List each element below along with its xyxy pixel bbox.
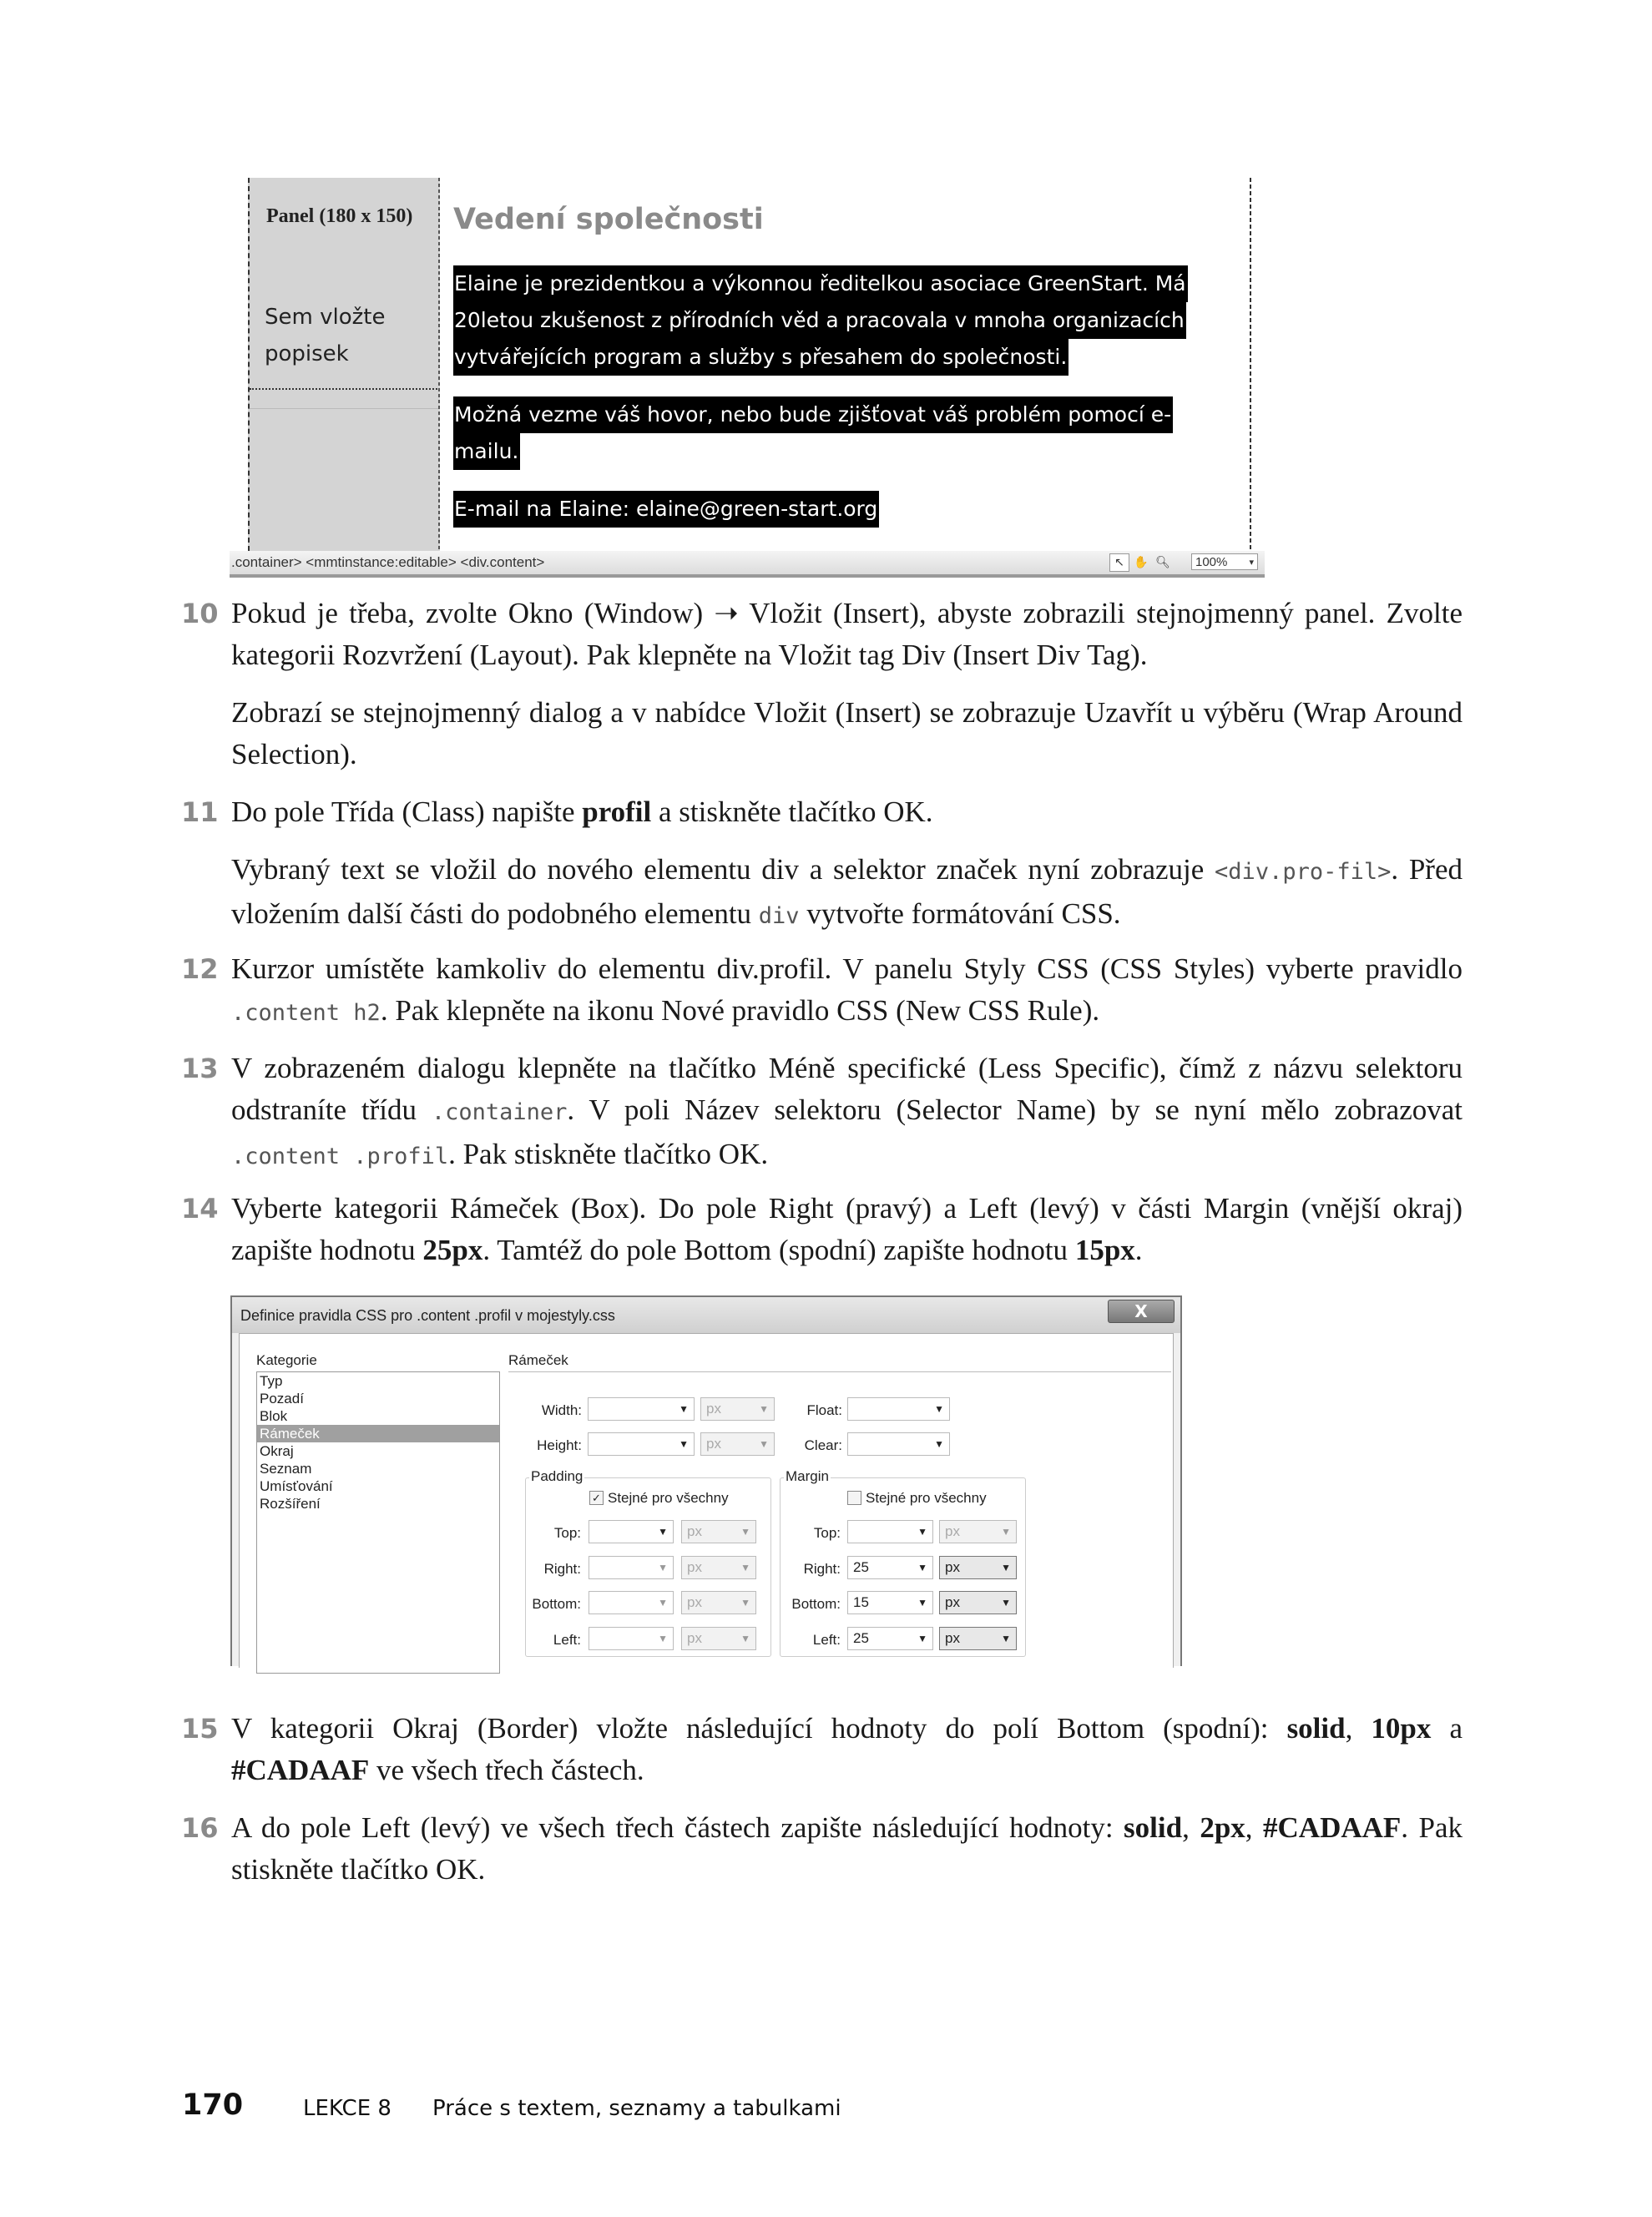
step-text xyxy=(231,1048,1463,1178)
text: V zobrazeném dialogu klepněte na tlačítko Méně specifické (Less Specific), čímž z názvu selektoru odstraníte třídu xyxy=(231,1052,1463,1126)
dropdown-arrow-icon: ▼ xyxy=(1001,1562,1011,1573)
margin-bottom-value: 15 xyxy=(853,1594,869,1610)
bold-text: #CADAAF xyxy=(1263,1811,1402,1844)
margin-right-select[interactable] xyxy=(847,1556,933,1579)
padding-right-unit xyxy=(681,1556,756,1579)
bold-text: solid xyxy=(1124,1811,1183,1844)
zoom-value: 100% xyxy=(1195,555,1228,569)
bold-text: solid xyxy=(1286,1712,1346,1745)
code-text: .container xyxy=(431,1099,568,1125)
margin-left-unit[interactable] xyxy=(939,1627,1017,1650)
close-button[interactable]: X xyxy=(1108,1300,1175,1323)
column-border xyxy=(438,178,440,551)
category-item[interactable]: Umísťování xyxy=(260,1478,333,1494)
selected-paragraph[interactable] xyxy=(453,265,1188,376)
margin-same-checkbox[interactable] xyxy=(847,1491,861,1505)
dropdown-arrow-icon: ▼ xyxy=(1001,1633,1011,1644)
code-text: div xyxy=(758,903,800,929)
step-11 xyxy=(181,791,1463,953)
text: a xyxy=(1431,1712,1463,1745)
dialog-body xyxy=(239,1333,1174,1668)
text-line: E-mail na Elaine: elaine@green-start.org xyxy=(453,491,879,528)
width-select[interactable] xyxy=(588,1397,695,1421)
dropdown-arrow-icon: ▼ xyxy=(658,1526,668,1538)
selected-paragraph[interactable] xyxy=(453,396,1173,470)
step-note xyxy=(231,849,1463,937)
text: Vybraný text se vložil do nového elementu div a selektor značek nyní zobrazuje xyxy=(231,853,1215,886)
category-list[interactable] xyxy=(256,1371,500,1674)
step-text xyxy=(231,1807,1463,1891)
text: . xyxy=(1134,1234,1143,1266)
padding-bottom-unit xyxy=(681,1591,756,1614)
text: Vyberte kategorii Rámeček (Box). Do pole Right (pravý) a Left (levý) v části Margin (vnější okraj) zapište hodnotu xyxy=(231,1192,1463,1266)
text-line: Elaine je prezidentkou a výkonnou ředitelkou asociace GreenStart. Má xyxy=(453,265,1188,302)
padding-left-select xyxy=(589,1627,674,1650)
step-number: 12 xyxy=(181,953,219,985)
text: . Před vložením další části do podobného elementu xyxy=(231,853,1463,930)
pointer-tool-icon[interactable]: ↖ xyxy=(1109,553,1129,572)
tag-selector-status-bar xyxy=(230,551,1265,578)
padding-same-checkbox[interactable]: ✓ xyxy=(589,1491,604,1505)
bold-text: 15px xyxy=(1074,1234,1135,1266)
padding-left-unit xyxy=(681,1627,756,1650)
container-border xyxy=(1250,178,1251,551)
unit-value: px xyxy=(706,1436,721,1452)
text-line: vytvářejících program a služby s přesahem do společnosti. xyxy=(453,339,1068,376)
dropdown-arrow-icon: ▼ xyxy=(740,1526,750,1538)
width-unit-select xyxy=(700,1397,775,1421)
clear-select[interactable] xyxy=(847,1432,950,1456)
category-item[interactable]: Pozadí xyxy=(260,1391,304,1406)
dropdown-arrow-icon: ▼ xyxy=(917,1633,927,1644)
bold-text: 2px xyxy=(1200,1811,1245,1844)
step-10 xyxy=(181,593,1463,791)
padding-same-label: Stejné pro všechny xyxy=(608,1490,729,1506)
dropdown-arrow-icon: ▼ xyxy=(740,1633,750,1644)
dropdown-arrow-icon: ▼ xyxy=(679,1403,689,1415)
unit-value: px xyxy=(945,1523,960,1539)
text: . Tamtéž do pole Bottom (spodní) zapište hodnotu xyxy=(482,1234,1075,1266)
dropdown-arrow-icon: ▼ xyxy=(658,1562,668,1573)
margin-same-label: Stejné pro všechny xyxy=(866,1490,987,1506)
hand-tool-icon[interactable]: ✋ xyxy=(1134,556,1149,569)
code-text: <div.pro-fil> xyxy=(1215,859,1392,885)
category-item[interactable]: Blok xyxy=(260,1408,288,1424)
step-number: 16 xyxy=(181,1812,219,1844)
unit-value: px xyxy=(687,1523,702,1539)
height-unit-select xyxy=(700,1432,775,1456)
text: . V poli Název selektoru (Selector Name) by se nyní mělo zobrazovat xyxy=(567,1093,1463,1126)
category-item[interactable]: Typ xyxy=(260,1373,283,1389)
dropdown-arrow-icon: ▼ xyxy=(934,1438,944,1450)
margin-bottom-unit[interactable] xyxy=(939,1591,1017,1614)
padding-top-unit xyxy=(681,1520,756,1543)
text: Do pole Třída (Class) napište xyxy=(231,795,583,828)
section-divider xyxy=(508,1371,1171,1372)
float-select[interactable] xyxy=(847,1397,950,1421)
padding-right-label: Right: xyxy=(543,1561,581,1577)
text: , xyxy=(1245,1811,1264,1844)
height-select[interactable] xyxy=(588,1432,695,1456)
step-number: 14 xyxy=(181,1193,219,1225)
unit-value: px xyxy=(945,1594,960,1610)
dropdown-arrow-icon: ▼ xyxy=(934,1403,944,1415)
step-15 xyxy=(181,1708,1463,1807)
step-text xyxy=(231,1188,1463,1271)
bold-text: 10px xyxy=(1371,1712,1432,1745)
text: V kategorii Okraj (Border) vložte následující hodnoty do polí Bottom (spodní): xyxy=(231,1712,1287,1745)
zoom-tool-icon[interactable]: 🔍︎ xyxy=(1155,556,1170,569)
dropdown-arrow-icon: ▼ xyxy=(658,1597,668,1608)
unit-value: px xyxy=(945,1559,960,1575)
margin-right-unit[interactable] xyxy=(939,1556,1017,1579)
text: . Pak klepněte na ikonu Nové pravidlo CSS (New CSS Rule). xyxy=(380,994,1100,1027)
step-number: 10 xyxy=(181,598,219,629)
margin-bottom-select[interactable] xyxy=(847,1591,933,1614)
padding-bottom-label: Bottom: xyxy=(532,1596,581,1612)
margin-legend: Margin xyxy=(786,1468,829,1484)
panel-title: Panel (180 x 150) xyxy=(266,205,413,227)
dropdown-arrow-icon: ▼ xyxy=(740,1597,750,1608)
padding-top-label: Top: xyxy=(553,1525,581,1541)
float-label: Float: xyxy=(806,1402,842,1418)
step-14 xyxy=(181,1188,1463,1287)
unit-value: px xyxy=(687,1594,702,1610)
text-line: 20letou zkušenost z přírodních věd a pracovala v mnoha organizacích xyxy=(453,302,1186,339)
bold-text: profil xyxy=(582,795,652,828)
dropdown-arrow-icon: ▼ xyxy=(1001,1526,1011,1538)
text-line: Možná vezme váš hovor, nebo bude zjišťovat váš problém pomocí e- xyxy=(453,396,1173,433)
margin-right-value: 25 xyxy=(853,1559,869,1575)
step-number: 15 xyxy=(181,1713,219,1745)
bold-text: 25px xyxy=(422,1234,483,1266)
step-text xyxy=(231,1708,1463,1791)
tag-selector-path[interactable]: .container> <mmtinstance:editable> <div.content> xyxy=(231,554,545,570)
dropdown-arrow-icon: ▼ xyxy=(740,1562,750,1573)
category-item-selected[interactable]: Rámeček xyxy=(257,1425,499,1442)
dialog-title: Definice pravidla CSS pro .content .profil v mojestyly.css xyxy=(240,1307,615,1324)
text: . Pak stiskněte tlačítko OK. xyxy=(231,1811,1463,1886)
margin-left-select[interactable] xyxy=(847,1627,933,1650)
text: , xyxy=(1345,1712,1372,1745)
unit-value: px xyxy=(687,1559,702,1575)
dropdown-arrow-icon: ▼ xyxy=(917,1562,927,1573)
lesson-label: LEKCE 8 xyxy=(303,2096,392,2121)
unit-value: px xyxy=(706,1401,721,1417)
step-text xyxy=(231,791,1463,833)
bold-text: #CADAAF xyxy=(231,1754,370,1786)
margin-bottom-label: Bottom: xyxy=(791,1596,841,1612)
padding-bottom-select xyxy=(589,1591,674,1614)
margin-right-label: Right: xyxy=(803,1561,841,1577)
step-number: 13 xyxy=(181,1053,219,1084)
dotted-divider xyxy=(250,388,440,390)
dropdown-arrow-icon: ▼ xyxy=(917,1526,927,1538)
step-text: Pokud je třeba, zvolte Okno (Window) ➝ Vložit (Insert), abyste zobrazili stejnojmenný panel. Zvolte kategorii Rozvržení (Layout). Pak klepněte na Vložit tag Div (Insert Div Tag). xyxy=(231,597,1463,671)
step-text xyxy=(231,948,1463,1034)
unit-value: px xyxy=(945,1630,960,1646)
text: a stiskněte tlačítko OK. xyxy=(651,795,933,828)
divider xyxy=(250,408,440,409)
sidebar-panel xyxy=(248,178,440,551)
code-text: .content h2 xyxy=(231,1000,381,1026)
dialog-title-bar xyxy=(232,1297,1180,1333)
width-label: Width: xyxy=(541,1402,582,1418)
category-item[interactable]: Rozšíření xyxy=(260,1496,321,1512)
margin-left-value: 25 xyxy=(853,1630,869,1646)
padding-group xyxy=(525,1468,771,1657)
category-label: Kategorie xyxy=(256,1352,317,1368)
step-12 xyxy=(181,948,1463,1050)
text-line: mailu. xyxy=(453,433,520,470)
step-16 xyxy=(181,1807,1463,1906)
panel-placeholder-text xyxy=(265,299,385,372)
content-heading: Vedení společnosti xyxy=(453,203,764,236)
dropdown-arrow-icon: ▼ xyxy=(658,1633,668,1644)
chevron-down-icon: ▾ xyxy=(1249,558,1254,568)
unit-value: px xyxy=(687,1630,702,1646)
text: A do pole Left (levý) ve všech třech částech zapište následující hodnoty: xyxy=(231,1811,1124,1844)
code-text: .content .profil xyxy=(231,1144,449,1169)
padding-top-select[interactable] xyxy=(589,1520,674,1543)
text: ve všech třech částech. xyxy=(369,1754,644,1786)
margin-left-label: Left: xyxy=(812,1632,841,1648)
text: vytvořte formátování CSS. xyxy=(799,897,1121,930)
chapter-title: Práce s textem, seznamy a tabulkami xyxy=(432,2096,841,2121)
dropdown-arrow-icon: ▼ xyxy=(759,1403,769,1415)
clear-label: Clear: xyxy=(804,1437,842,1453)
dropdown-arrow-icon: ▼ xyxy=(917,1597,927,1608)
css-rule-definition-dialog xyxy=(230,1295,1182,1666)
zoom-select[interactable] xyxy=(1191,553,1258,570)
dropdown-arrow-icon: ▼ xyxy=(1001,1597,1011,1608)
step-note: Zobrazí se stejnojmenný dialog a v nabídce Vložit (Insert) se zobrazuje Uzavřít u výběru (Wrap Around Selection). xyxy=(231,696,1463,770)
padding-legend: Padding xyxy=(531,1468,584,1484)
padding-left-label: Left: xyxy=(553,1632,581,1648)
category-item[interactable]: Seznam xyxy=(260,1461,312,1477)
text: Kurzor umístěte kamkoliv do elementu div.profil. V panelu Styly CSS (CSS Styles) vyberte pravidlo xyxy=(231,952,1463,985)
selected-paragraph[interactable] xyxy=(453,491,879,528)
panel-text-line: popisek xyxy=(265,341,349,366)
text: , xyxy=(1182,1811,1200,1844)
padding-right-select xyxy=(589,1556,674,1579)
text: . Pak stiskněte tlačítko OK. xyxy=(448,1138,769,1170)
margin-group xyxy=(780,1468,1026,1657)
margin-top-label: Top: xyxy=(813,1525,841,1541)
category-item[interactable]: Okraj xyxy=(260,1443,294,1459)
step-13 xyxy=(181,1048,1463,1194)
margin-top-unit xyxy=(939,1520,1017,1543)
height-label: Height: xyxy=(537,1437,582,1453)
editor-screenshot xyxy=(230,178,1265,576)
margin-top-select xyxy=(847,1520,933,1543)
panel-text-line: Sem vložte xyxy=(265,305,386,330)
dropdown-arrow-icon: ▼ xyxy=(759,1438,769,1450)
dropdown-arrow-icon: ▼ xyxy=(679,1438,689,1450)
page-number: 170 xyxy=(182,2088,244,2122)
step-number: 11 xyxy=(181,796,219,828)
section-title: Rámeček xyxy=(508,1352,568,1368)
